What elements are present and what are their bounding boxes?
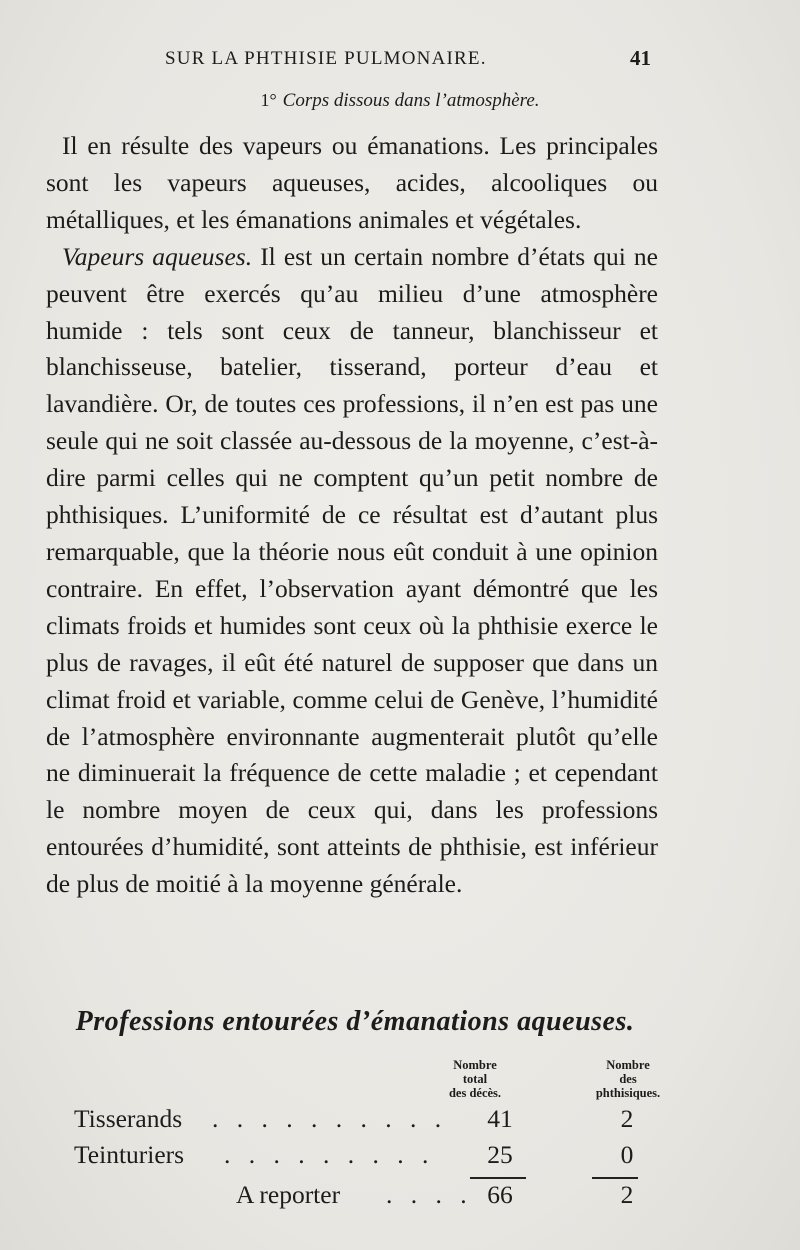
column-header-total-deaths: [440, 1058, 510, 1100]
row-total: 25: [487, 1140, 513, 1169]
row-label: Teinturiers: [74, 1140, 185, 1169]
row-total: 41: [487, 1104, 513, 1133]
section-title: Corps dissous dans l’atmosphère.: [282, 90, 540, 111]
row-label: Tisserands: [74, 1104, 183, 1133]
leader-dots: . . . . . . . . . .: [212, 1104, 448, 1133]
sum-rule-phthisiques: [592, 1177, 638, 1179]
col1-header-line: des décès.: [448, 1086, 502, 1100]
col1-header-line: total: [462, 1072, 488, 1086]
table-title: Professions entourées d’émanations aqueuses.: [75, 1006, 635, 1037]
col2-header-line: des: [619, 1072, 637, 1086]
col2-header-line: Nombre: [606, 1058, 650, 1072]
carry-phthisiques: 2: [620, 1180, 634, 1209]
row-phthisiques: 2: [620, 1104, 634, 1133]
row-phthisiques: 0: [620, 1140, 634, 1169]
section-number: 1°: [260, 90, 277, 110]
paragraph-2-lead: Vapeurs aqueuses.: [62, 241, 253, 271]
carry-row: [74, 1180, 674, 1214]
carry-label: A reporter: [236, 1180, 341, 1209]
paragraph-2: [46, 239, 658, 903]
section-heading: [0, 90, 800, 112]
body-text: [46, 128, 658, 903]
leader-dots: . . . . . . . . .: [224, 1140, 435, 1169]
col2-header-line: phthisiques.: [595, 1086, 661, 1100]
table-row: [74, 1140, 674, 1174]
sum-rule-total: [470, 1177, 526, 1179]
leader-dots: . . . .: [386, 1180, 473, 1209]
page-number: 41: [630, 46, 651, 70]
paragraph-1: Il en résulte des vapeurs ou émanations. Les principales sont les vapeurs aqueuses, acides, alcooliques ou métalliques, et les émanations animales et végétales.: [46, 131, 658, 234]
running-title: SUR LA PHTHISIE PULMONAIRE.: [165, 48, 487, 69]
page-header: [0, 46, 800, 76]
table-row: [74, 1104, 674, 1138]
paragraph-2-text: Il est un certain nombre d’états qui ne peuvent être exercés qu’au milieu d’une atmosphère humide : tels sont ceux de tanneur, blanchisseur et blanchisseuse, batelier, tisserand, porteur d’eau et lavandière. Or, de toutes ces professions, il n’en est pas une seule qui ne soit classée au-dessous de la moyenne, c’est-à-dire parmi celles qui ne comptent qu’un petit nombre de phthisiques. L’uniformité de ce résultat est d’autant plus remarquable, que la théorie nous eût conduit à une opinion contraire. En effet, l’observation ayant démontré que les climats froids et humides sont ceux où la phthisie exerce le plus de ravages, il eût été naturel de supposer que dans un climat froid et variable, comme celui de Genève, l’humidité de l’atmosphère environnante augmenterait plutôt qu’elle ne diminuerait la fréquence de cette maladie ; et cependant le nombre moyen de ceux qui, dans les professions entourées d’humidité, sont atteints de phthisie, est inférieur de plus de moitié à la moyenne générale.: [46, 241, 658, 899]
column-header-phthisiques: [590, 1058, 666, 1100]
col1-header-line: Nombre: [453, 1058, 497, 1072]
carry-total: 66: [487, 1180, 513, 1209]
